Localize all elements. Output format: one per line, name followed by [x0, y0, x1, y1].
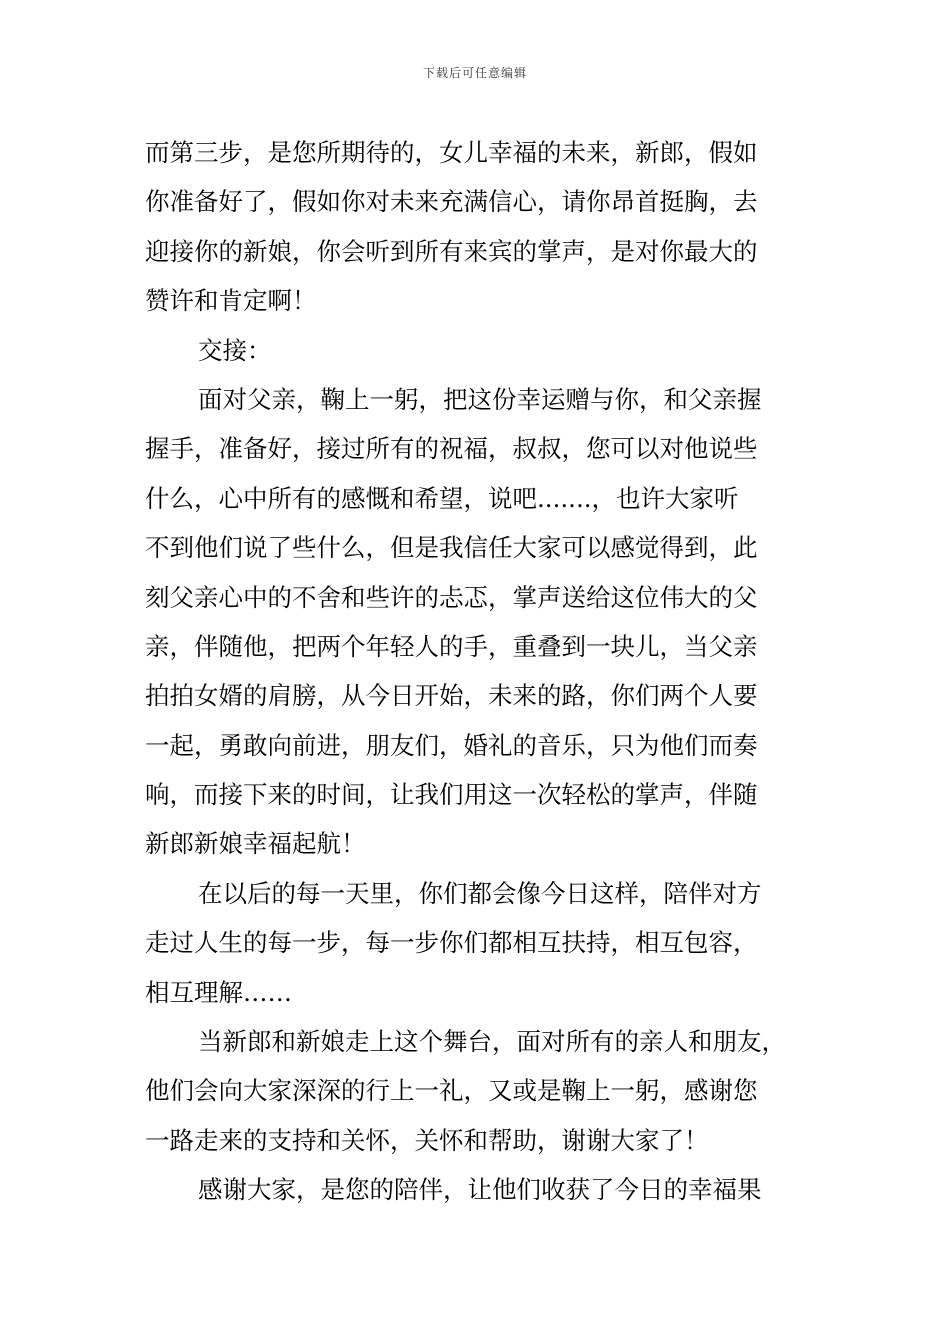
text-line: 感谢大家，是您的陪伴，让他们收获了今日的幸福果: [198, 1175, 762, 1205]
text-line: 什么，心中所有的感慨和希望，说吧.......，也许大家听: [145, 483, 739, 513]
text-line: 亲，伴随他，把两个年轻人的手，重叠到一块儿，当父亲: [145, 631, 758, 661]
header-note: 下载后可任意编辑: [422, 66, 527, 80]
text-line: 响，而接下来的时间，让我们用这一次轻松的掌声，伴随: [145, 780, 758, 810]
text-line: 迎接你的新娘，你会听到所有来宾的掌声，是对你最大的: [145, 236, 758, 266]
text-line: 面对父亲，鞠上一躬，把这份幸运赠与你，和父亲握: [198, 384, 762, 414]
text-line: 一起，勇敢向前进，朋友们，婚礼的音乐，只为他们而奏: [145, 730, 758, 760]
text-line: 在以后的每一天里，你们都会像今日这样，陪伴对方: [198, 878, 762, 908]
text-line: 当新郎和新娘走上这个舞台，面对所有的亲人和朋友，: [198, 1027, 786, 1057]
text-line: 新郎新娘幸福起航！: [145, 829, 366, 859]
text-line: 走过人生的每一步，每一步你们都相互扶持，相互包容，: [145, 928, 758, 958]
text-line: 你准备好了，假如你对未来充满信心，请你昂首挺胸，去: [145, 187, 758, 217]
text-line: 拍拍女婿的肩膀，从今日开始，未来的路，你们两个人要: [145, 681, 758, 711]
text-line: 他们会向大家深深的行上一礼，又或是鞠上一躬，感谢您: [145, 1076, 758, 1106]
text-line: 而第三步，是您所期待的，女儿幸福的未来，新郎，假如: [145, 138, 758, 167]
text-line: 相互理解……: [145, 977, 292, 1007]
text-line: 交接：: [198, 335, 272, 365]
text-line: 握手，准备好，接过所有的祝福，叔叔，您可以对他说些: [145, 434, 758, 464]
text-line: 一路走来的支持和关怀，关怀和帮助，谢谢大家了！: [145, 1125, 709, 1155]
text-line: 赞许和肯定啊！: [145, 286, 317, 316]
text-line: 刻父亲心中的不舍和些许的忐忑，掌声送给这位伟大的父: [145, 582, 758, 612]
text-line: 不到他们说了些什么，但是我信任大家可以感觉得到，此: [145, 533, 758, 563]
document-body: [145, 128, 815, 1215]
